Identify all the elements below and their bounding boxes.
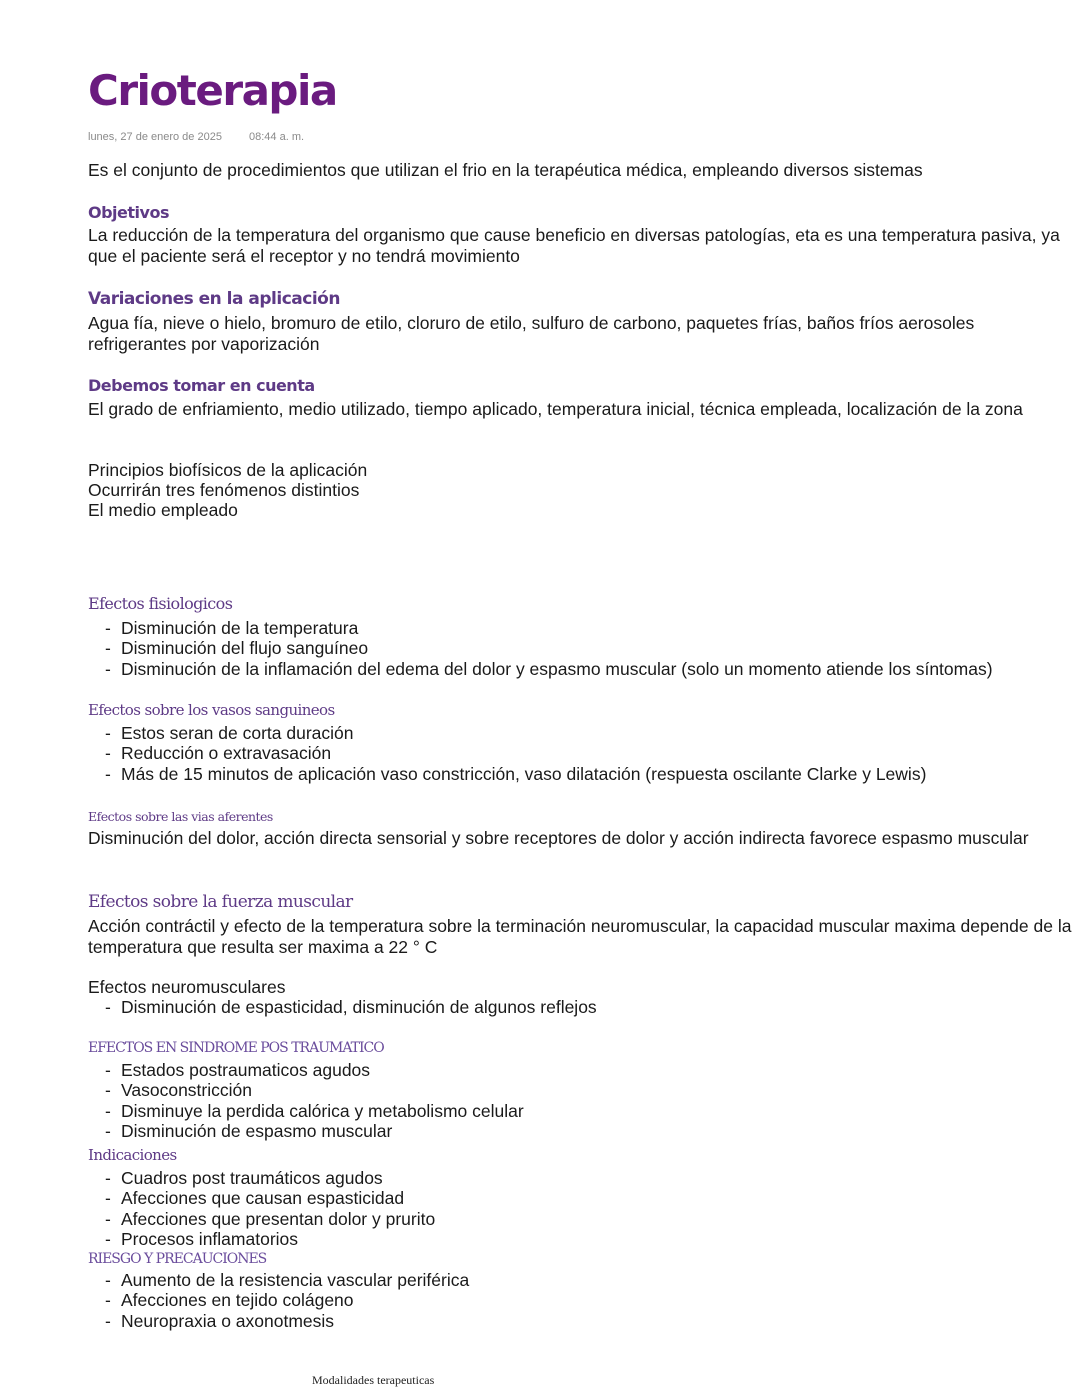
list-item: - Disminución de la temperatura xyxy=(88,618,1073,638)
riesgo-list xyxy=(88,1270,1073,1331)
list-item: - Estos seran de corta duración xyxy=(88,723,1073,743)
list-item: - Afecciones en tejido colágeno xyxy=(88,1290,1073,1310)
heading-variaciones: Variaciones en la aplicación xyxy=(88,289,340,309)
efectos-vasos-list xyxy=(88,723,1073,784)
tomar-cuenta-text: El grado de enfriamiento, medio utilizado, tiempo aplicado, temperatura inicial, técnica empleada, localización de la zona xyxy=(88,399,1023,419)
heading-tomar-cuenta: Debemos tomar en cuenta xyxy=(88,376,315,395)
list-item: - Disminución de la inflamación del edema del dolor y espasmo muscular (solo un momento atiende los síntomas) xyxy=(88,659,1073,679)
intro-text: Es el conjunto de procedimientos que utilizan el frio en la terapéutica médica, empleando diversos sistemas xyxy=(88,160,923,180)
list-item: - Procesos inflamatorios xyxy=(88,1229,1073,1249)
list-item: - Afecciones que presentan dolor y prurito xyxy=(88,1209,1073,1229)
heading-efectos-vasos: Efectos sobre los vasos sanguineos xyxy=(88,701,335,719)
heading-sindrome: EFECTOS EN SINDROME POS TRAUMATICO xyxy=(88,1040,384,1056)
page-footer: Modalidades terapeuticas xyxy=(312,1373,435,1387)
objetivos-text: La reducción de la temperatura del organismo que cause beneficio en diversas patologías, eta es una temperatura pasiva, ya que el paciente será el receptor y no tendrá movimiento xyxy=(88,225,1060,266)
list-item: - Neuropraxia o axonotmesis xyxy=(88,1311,1073,1331)
principios-line: Ocurrirán tres fenómenos distintios xyxy=(88,480,360,500)
heading-efectos-fisiologicos: Efectos fisiologicos xyxy=(88,594,233,613)
efectos-neuro-list xyxy=(88,997,1073,1017)
principios-line: El medio empleado xyxy=(88,500,238,520)
principios-line: Principios biofísicos de la aplicación xyxy=(88,460,368,480)
list-item: - Reducción o extravasación xyxy=(88,743,1073,763)
efectos-fuerza-text: Acción contráctil y efecto de la temperatura sobre la terminación neuromuscular, la capacidad muscular maxima depende de la temperatura que resulta ser maxima a 22 ° C xyxy=(88,916,1072,957)
sindrome-list xyxy=(88,1060,1073,1142)
list-item: - Cuadros post traumáticos agudos xyxy=(88,1168,1073,1188)
list-item: - Disminución del flujo sanguíneo xyxy=(88,638,1073,658)
efectos-fisiologicos-list xyxy=(88,618,1073,679)
heading-efectos-neuro: Efectos neuromusculares xyxy=(88,977,286,997)
variaciones-text: Agua fía, nieve o hielo, bromuro de etilo, cloruro de etilo, sulfuro de carbono, paquetes frías, baños fríos aerosoles refrigerantes por vaporización xyxy=(88,313,975,354)
list-item: - Afecciones que causan espasticidad xyxy=(88,1188,1073,1208)
list-item: - Vasoconstricción xyxy=(88,1080,1073,1100)
efectos-vias-text: Disminución del dolor, acción directa sensorial y sobre receptores de dolor y acción indirecta favorece espasmo muscular xyxy=(88,828,1029,848)
list-item: - Disminuye la perdida calórica y metabolismo celular xyxy=(88,1101,1073,1121)
list-item: - Más de 15 minutos de aplicación vaso constricción, vaso dilatación (respuesta oscilante Clarke y Lewis) xyxy=(88,764,1073,784)
list-item: - Estados postraumaticos agudos xyxy=(88,1060,1073,1080)
heading-riesgo: RIESGO Y PRECAUCIONES xyxy=(88,1251,267,1267)
heading-indicaciones: Indicaciones xyxy=(88,1146,177,1164)
note-time: 08:44 a. m. xyxy=(249,131,305,143)
page-title: Crioterapia xyxy=(88,66,337,115)
list-item: - Disminución de espasticidad, disminución de algunos reflejos xyxy=(88,997,1073,1017)
heading-objetivos: Objetivos xyxy=(88,203,169,222)
list-item: - Aumento de la resistencia vascular periférica xyxy=(88,1270,1073,1290)
note-timestamp xyxy=(88,131,304,143)
list-item: - Disminución de espasmo muscular xyxy=(88,1121,1073,1141)
heading-efectos-fuerza: Efectos sobre la fuerza muscular xyxy=(88,892,353,912)
indicaciones-list xyxy=(88,1168,1073,1250)
heading-efectos-vias: Efectos sobre las vias aferentes xyxy=(88,809,273,824)
note-date: lunes, 27 de enero de 2025 xyxy=(88,131,222,143)
